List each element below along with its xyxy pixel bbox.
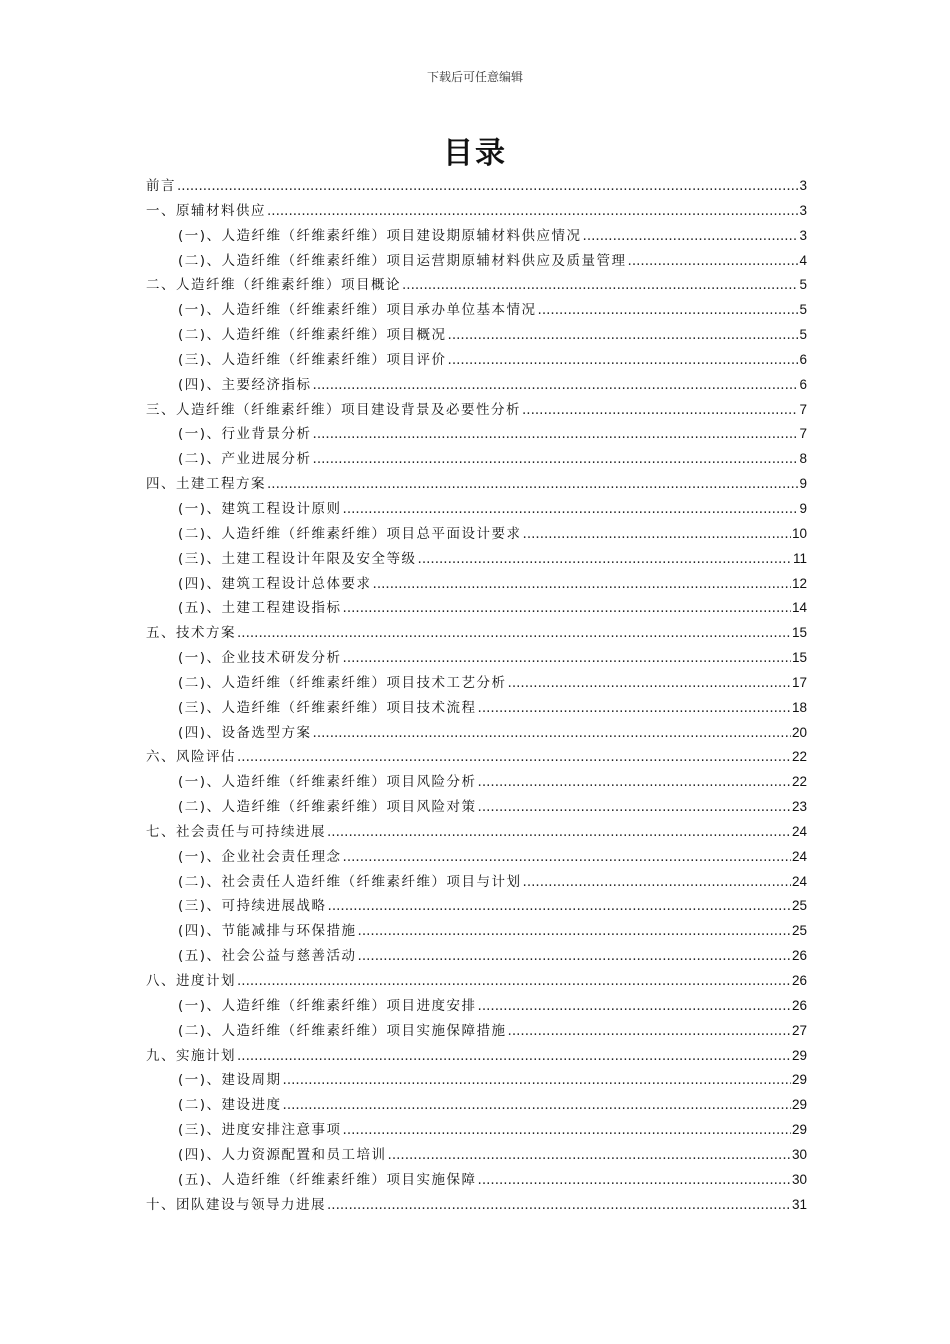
page-title: 目录	[443, 136, 507, 171]
toc-entry-label: 一、原辅材料供应	[146, 202, 266, 219]
toc-entry-label: (三)、人造纤维（纤维素纤维）项目技术流程	[178, 699, 477, 716]
toc-entry-page-number: 29	[791, 1097, 807, 1113]
toc-entry-label: (三)、土建工程设计年限及安全等级	[178, 550, 417, 567]
toc-entry-label: (二)、人造纤维（纤维素纤维）项目实施保障措施	[178, 1022, 507, 1039]
toc-entry-label: 七、社会责任与可持续进展	[146, 823, 326, 840]
toc-dot-leader	[343, 845, 791, 870]
toc-dot-leader	[478, 770, 791, 795]
toc-dot-leader	[313, 447, 799, 472]
toc-entry-page-number: 15	[791, 650, 807, 666]
toc-entry-page-number: 22	[791, 749, 807, 765]
toc-entry-page-number: 3	[799, 227, 807, 243]
toc-dot-leader	[313, 721, 791, 746]
toc-entry[interactable]	[146, 944, 807, 969]
toc-dot-leader	[402, 273, 798, 298]
toc-dot-leader	[313, 373, 799, 398]
toc-entry-label: (四)、主要经济指标	[178, 376, 312, 393]
toc-entry[interactable]	[146, 721, 807, 746]
toc-entry[interactable]	[146, 646, 807, 671]
toc-entry-label: 三、人造纤维（纤维素纤维）项目建设背景及必要性分析	[146, 401, 521, 418]
toc-entry-label: (二)、人造纤维（纤维素纤维）项目风险对策	[178, 799, 477, 816]
toc-dot-leader	[267, 472, 798, 497]
toc-entry-page-number: 25	[791, 898, 807, 914]
toc-entry[interactable]	[146, 596, 807, 621]
toc-entry-label: (四)、建筑工程设计总体要求	[178, 575, 372, 592]
toc-dot-leader	[343, 497, 799, 522]
toc-entry-page-number: 6	[799, 376, 807, 392]
toc-dot-leader	[237, 1044, 791, 1069]
toc-entry[interactable]	[146, 323, 807, 348]
toc-entry[interactable]	[146, 422, 807, 447]
toc-dot-leader	[283, 1093, 791, 1118]
toc-entry-page-number: 17	[791, 674, 807, 690]
toc-entry-page-number: 9	[799, 500, 807, 516]
toc-entry-label: (二)、人造纤维（纤维素纤维）项目总平面设计要求	[178, 525, 522, 542]
toc-entry[interactable]	[146, 522, 807, 547]
toc-dot-leader	[583, 224, 799, 249]
toc-dot-leader	[358, 944, 791, 969]
toc-dot-leader	[478, 1168, 791, 1193]
toc-entry[interactable]	[146, 770, 807, 795]
toc-dot-leader	[373, 572, 791, 597]
toc-dot-leader	[358, 919, 791, 944]
page-header: 下载后可任意编辑	[426, 70, 523, 84]
toc-dot-leader	[448, 348, 799, 373]
toc-entry-page-number: 8	[799, 451, 807, 467]
toc-entry-label: 五、技术方案	[146, 625, 236, 642]
toc-entry[interactable]	[146, 745, 807, 770]
toc-entry-label: (二)、产业进展分析	[178, 451, 312, 468]
toc-dot-leader	[418, 547, 792, 572]
toc-entry[interactable]	[146, 447, 807, 472]
toc-entry-label: (一)、人造纤维（纤维素纤维）项目风险分析	[178, 774, 477, 791]
toc-entry-page-number: 25	[791, 923, 807, 939]
toc-entry[interactable]	[146, 894, 807, 919]
toc-dot-leader	[343, 646, 791, 671]
toc-dot-leader	[478, 696, 791, 721]
toc-entry-label: 九、实施计划	[146, 1047, 236, 1064]
toc-entry-label: (五)、人造纤维（纤维素纤维）项目实施保障	[178, 1171, 477, 1188]
toc-dot-leader	[478, 994, 791, 1019]
toc-entry-page-number: 10	[791, 525, 807, 541]
toc-dot-leader	[328, 894, 791, 919]
toc-entry-label: (二)、建设进度	[178, 1097, 282, 1114]
toc-entry[interactable]	[146, 1093, 807, 1118]
toc-entry[interactable]	[146, 994, 807, 1019]
toc-entry[interactable]	[146, 1044, 807, 1069]
toc-dot-leader	[508, 1019, 791, 1044]
toc-dot-leader	[327, 820, 791, 845]
toc-entry[interactable]	[146, 845, 807, 870]
toc-entry[interactable]	[146, 696, 807, 721]
toc-entry-page-number: 30	[791, 1171, 807, 1187]
toc-dot-leader	[177, 174, 798, 199]
toc-entry-page-number: 26	[791, 973, 807, 988]
toc-entry-label: (四)、设备选型方案	[178, 724, 312, 741]
toc-entry[interactable]	[146, 870, 807, 895]
toc-entry[interactable]	[146, 1019, 807, 1044]
toc-entry-page-number: 18	[791, 699, 807, 715]
toc-entry-page-number: 27	[791, 1022, 807, 1038]
toc-entry-label: 四、土建工程方案	[146, 476, 266, 493]
toc-entry[interactable]	[146, 273, 807, 298]
toc-entry-label: (三)、可持续进展战略	[178, 898, 327, 915]
toc-dot-leader	[283, 1068, 791, 1093]
toc-entry[interactable]	[146, 298, 807, 323]
toc-dot-leader	[267, 199, 798, 224]
toc-entry-page-number: 4	[799, 252, 807, 268]
toc-entry-page-number: 24	[791, 873, 807, 889]
toc-entry-label: (一)、企业社会责任理念	[178, 848, 342, 865]
toc-entry-label: (一)、人造纤维（纤维素纤维）项目建设期原辅材料供应情况	[178, 227, 582, 244]
toc-entry-label: 十、团队建设与领导力进展	[146, 1196, 326, 1213]
toc-entry-page-number: 29	[791, 1047, 807, 1063]
toc-entry-label: (四)、人力资源配置和员工培训	[178, 1146, 387, 1163]
toc-dot-leader	[343, 596, 791, 621]
toc-entry-page-number: 12	[791, 575, 807, 591]
toc-entry-page-number: 26	[791, 948, 807, 964]
toc-entry-page-number: 7	[799, 401, 807, 417]
toc-entry-label: (五)、土建工程建设指标	[178, 600, 342, 617]
toc-entry-label: (二)、社会责任人造纤维（纤维素纤维）项目与计划	[178, 873, 522, 890]
toc-dot-leader	[538, 298, 799, 323]
toc-entry[interactable]	[146, 572, 807, 597]
toc-entry-page-number: 24	[791, 848, 807, 864]
toc-dot-leader	[237, 621, 791, 646]
toc-entry-label: (四)、节能减排与环保措施	[178, 923, 357, 940]
toc-dot-leader	[343, 1118, 791, 1143]
toc-entry[interactable]	[146, 671, 807, 696]
toc-entry[interactable]	[146, 224, 807, 249]
toc-entry[interactable]	[146, 373, 807, 398]
toc-dot-leader	[523, 870, 791, 895]
toc-entry-label: (二)、人造纤维（纤维素纤维）项目概况	[178, 327, 447, 344]
toc-entry-page-number: 29	[791, 1122, 807, 1138]
toc-entry-page-number: 26	[791, 997, 807, 1013]
toc-dot-leader	[237, 745, 791, 770]
toc-dot-leader	[522, 398, 798, 423]
toc-entry-page-number: 9	[799, 476, 807, 492]
toc-entry-page-number: 5	[799, 302, 807, 318]
table-of-contents	[146, 174, 807, 1217]
toc-dot-leader	[327, 1193, 791, 1218]
toc-entry[interactable]	[146, 1118, 807, 1143]
toc-entry-label: (一)、企业技术研发分析	[178, 650, 342, 667]
toc-entry-page-number: 7	[799, 426, 807, 442]
toc-entry-label: 二、人造纤维（纤维素纤维）项目概论	[146, 277, 401, 294]
toc-entry-page-number: 30	[791, 1146, 807, 1162]
toc-dot-leader	[628, 249, 799, 274]
toc-entry[interactable]	[146, 497, 807, 522]
toc-entry[interactable]	[146, 199, 807, 224]
toc-entry-label: (五)、社会公益与慈善活动	[178, 948, 357, 965]
toc-dot-leader	[448, 323, 799, 348]
toc-entry-label: (一)、行业背景分析	[178, 426, 312, 443]
toc-entry-label: (三)、进度安排注意事项	[178, 1122, 342, 1139]
toc-entry-page-number: 24	[791, 823, 807, 839]
toc-entry-page-number: 31	[791, 1196, 807, 1212]
toc-entry-page-number: 22	[791, 774, 807, 790]
toc-entry[interactable]	[146, 472, 807, 497]
toc-dot-leader	[508, 671, 791, 696]
toc-dot-leader	[523, 522, 791, 547]
toc-entry-page-number: 3	[799, 178, 807, 193]
toc-entry-label: 前言	[146, 178, 176, 194]
toc-entry-page-number: 29	[791, 1072, 807, 1088]
toc-entry-label: (三)、人造纤维（纤维素纤维）项目评价	[178, 351, 447, 368]
toc-entry-label: 八、进度计划	[146, 973, 236, 989]
toc-entry-page-number: 14	[791, 600, 807, 616]
toc-entry[interactable]	[146, 398, 807, 423]
toc-entry-label: (一)、建筑工程设计原则	[178, 500, 342, 517]
toc-dot-leader	[388, 1143, 791, 1168]
toc-entry-page-number: 5	[799, 327, 807, 343]
toc-entry[interactable]	[146, 969, 807, 994]
toc-entry[interactable]	[146, 1193, 807, 1218]
toc-entry[interactable]	[146, 820, 807, 845]
toc-dot-leader	[237, 969, 791, 994]
toc-entry[interactable]	[146, 795, 807, 820]
toc-entry-label: (一)、人造纤维（纤维素纤维）项目承办单位基本情况	[178, 302, 537, 319]
toc-entry[interactable]	[146, 621, 807, 646]
toc-entry[interactable]	[146, 348, 807, 373]
toc-entry-label: (二)、人造纤维（纤维素纤维）项目运营期原辅材料供应及质量管理	[178, 252, 627, 269]
toc-entry[interactable]	[146, 174, 807, 199]
toc-entry-label: (二)、人造纤维（纤维素纤维）项目技术工艺分析	[178, 674, 507, 691]
toc-entry[interactable]	[146, 547, 807, 572]
toc-dot-leader	[478, 795, 791, 820]
toc-entry[interactable]	[146, 249, 807, 274]
toc-entry[interactable]	[146, 1143, 807, 1168]
toc-entry[interactable]	[146, 1068, 807, 1093]
toc-entry-page-number: 11	[792, 550, 807, 566]
toc-entry-page-number: 15	[791, 625, 807, 641]
toc-entry-page-number: 23	[791, 799, 807, 815]
toc-entry-page-number: 6	[799, 351, 807, 367]
toc-entry-page-number: 3	[799, 202, 807, 218]
toc-entry[interactable]	[146, 1168, 807, 1193]
toc-dot-leader	[313, 422, 799, 447]
toc-entry-label: (一)、建设周期	[178, 1072, 282, 1089]
toc-entry-page-number: 5	[799, 277, 807, 293]
toc-entry[interactable]	[146, 919, 807, 944]
toc-entry-label: (一)、人造纤维（纤维素纤维）项目进度安排	[178, 997, 477, 1014]
toc-entry-label: 六、风险评估	[146, 749, 236, 766]
toc-entry-page-number: 20	[791, 724, 807, 740]
